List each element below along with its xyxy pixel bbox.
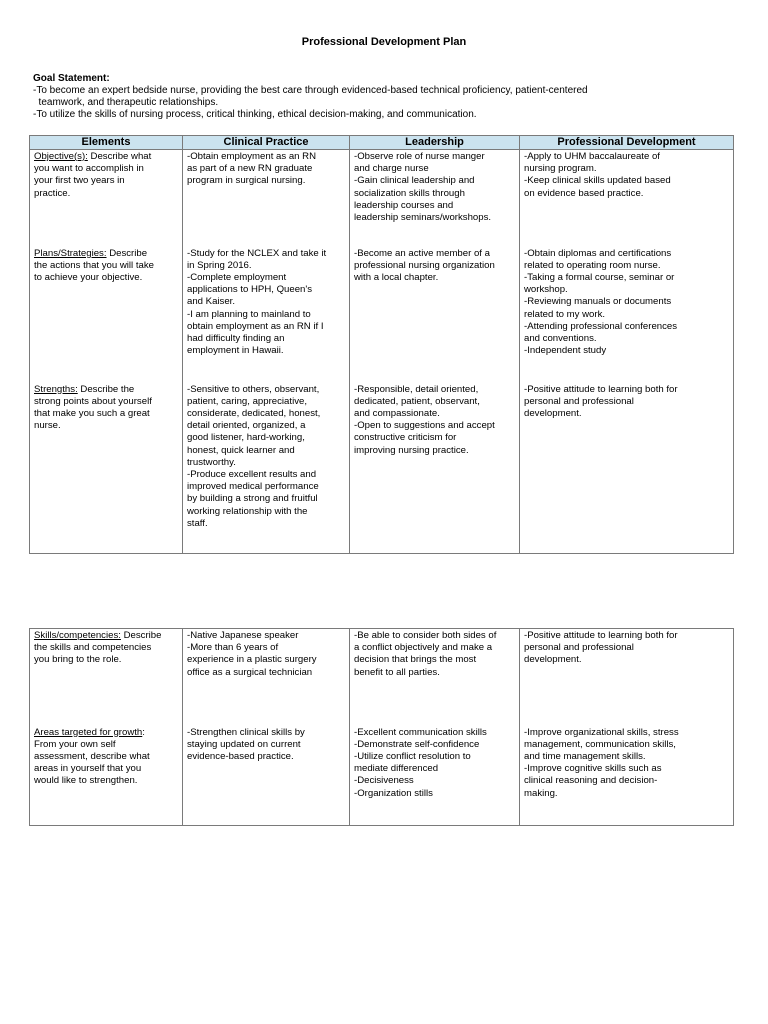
table-row bbox=[30, 247, 734, 383]
professional-text: -Taking a formal course, seminar or bbox=[524, 271, 675, 283]
element-label: Plans/Strategies: bbox=[34, 247, 107, 259]
leadership-text: and charge nurse bbox=[354, 163, 429, 175]
professional-text: and time management skills. bbox=[524, 750, 646, 762]
clinical-text: office as a surgical technician bbox=[187, 666, 313, 678]
element-description: that make you such a great bbox=[34, 407, 150, 419]
clinical-text: applications to HPH, Queen's bbox=[187, 284, 313, 296]
professional-text: -Improve cognitive skills such as bbox=[524, 763, 662, 775]
professional-text: -Keep clinical skills updated based bbox=[524, 175, 671, 187]
clinical-cell bbox=[183, 150, 350, 247]
element-description: : bbox=[142, 726, 145, 738]
leadership-text: leadership courses and bbox=[354, 199, 454, 211]
clinical-text: -Produce excellent results and bbox=[187, 468, 317, 480]
professional-cell bbox=[520, 150, 734, 247]
professional-text: -Independent study bbox=[524, 345, 607, 357]
element-description: would like to strengthen. bbox=[34, 775, 138, 787]
table-row bbox=[30, 726, 734, 826]
professional-text: clinical reasoning and decision- bbox=[524, 775, 658, 787]
clinical-text: staying updated on current bbox=[187, 738, 301, 750]
table-row bbox=[30, 383, 734, 554]
element-label: Objective(s): bbox=[34, 151, 88, 162]
header-clinical-practice: Clinical Practice bbox=[183, 136, 350, 150]
clinical-text: -Native Japanese speaker bbox=[187, 630, 299, 641]
leadership-text: improving nursing practice. bbox=[354, 444, 469, 456]
leadership-text: professional nursing organization bbox=[354, 259, 495, 271]
professional-text: management, communication skills, bbox=[524, 738, 676, 750]
clinical-text: trustworthy. bbox=[187, 456, 236, 468]
element-description: the actions that you will take bbox=[34, 259, 154, 271]
clinical-text: -Sensitive to others, observant, bbox=[187, 383, 320, 395]
professional-text: development. bbox=[524, 407, 582, 419]
leadership-text: benefit to all parties. bbox=[354, 666, 440, 678]
leadership-cell bbox=[350, 726, 520, 826]
header-row bbox=[30, 136, 734, 150]
leadership-text: -Gain clinical leadership and bbox=[354, 175, 475, 187]
leadership-text: constructive criticism for bbox=[354, 432, 457, 444]
professional-text: -Obtain diplomas and certifications bbox=[524, 247, 672, 259]
professional-text: -Apply to UHM baccalaureate of bbox=[524, 151, 660, 162]
element-description: your first two years in bbox=[34, 175, 125, 187]
professional-text: -Positive attitude to learning both for bbox=[524, 383, 678, 395]
clinical-text: in Spring 2016. bbox=[187, 259, 252, 271]
element-description: you bring to the role. bbox=[34, 654, 122, 666]
leadership-text: mediate differenced bbox=[354, 763, 439, 775]
element-description: Describe bbox=[120, 630, 162, 641]
leadership-text: -Be able to consider both sides of bbox=[354, 630, 497, 641]
plan-table-page-1 bbox=[29, 135, 734, 554]
table-row bbox=[30, 150, 734, 247]
element-description: strong points about yourself bbox=[34, 395, 152, 407]
leadership-text: -Demonstrate self-confidence bbox=[354, 738, 480, 750]
professional-text: related to operating room nurse. bbox=[524, 259, 661, 271]
professional-cell bbox=[520, 629, 734, 726]
clinical-text: -I am planning to mainland to bbox=[187, 308, 311, 320]
professional-text: personal and professional bbox=[524, 395, 634, 407]
element-label: Areas targeted for growth bbox=[34, 726, 143, 738]
leadership-cell bbox=[350, 383, 520, 554]
element-description: to achieve your objective. bbox=[34, 271, 143, 283]
professional-cell bbox=[520, 726, 734, 826]
goal-heading: Goal Statement: bbox=[33, 73, 110, 84]
page-title: Professional Development Plan bbox=[301, 36, 467, 48]
leadership-cell bbox=[350, 629, 520, 726]
leadership-text: -Decisiveness bbox=[354, 775, 414, 787]
table-row bbox=[30, 629, 734, 726]
leadership-text: -Excellent communication skills bbox=[354, 726, 487, 738]
professional-cell bbox=[520, 383, 734, 554]
element-cell bbox=[30, 247, 183, 383]
clinical-text: had difficulty finding an bbox=[187, 332, 285, 344]
professional-text: nursing program. bbox=[524, 163, 597, 175]
goal-line: teamwork, and therapeutic relationships. bbox=[33, 97, 219, 108]
element-description: you want to accomplish in bbox=[34, 163, 144, 175]
leadership-text: -Become an active member of a bbox=[354, 247, 490, 259]
clinical-text: obtain employment as an RN if I bbox=[187, 320, 324, 332]
clinical-text: patient, caring, appreciative, bbox=[187, 395, 307, 407]
clinical-text: program in surgical nursing. bbox=[187, 175, 306, 187]
professional-text: -Reviewing manuals or documents bbox=[524, 296, 672, 308]
goal-statement bbox=[33, 73, 733, 121]
clinical-text: honest, quick learner and bbox=[187, 444, 295, 456]
element-description: Describe bbox=[106, 247, 148, 259]
clinical-text: as part of a new RN graduate bbox=[187, 163, 313, 175]
leadership-text: dedicated, patient, observant, bbox=[354, 395, 480, 407]
professional-text: making. bbox=[524, 787, 558, 799]
header-elements: Elements bbox=[30, 136, 183, 150]
clinical-cell bbox=[183, 383, 350, 554]
professional-text: -Positive attitude to learning both for bbox=[524, 630, 678, 641]
clinical-text: considerate, dedicated, honest, bbox=[187, 407, 321, 419]
element-description: nurse. bbox=[34, 420, 61, 432]
clinical-cell bbox=[183, 247, 350, 383]
element-label: Skills/competencies: bbox=[34, 630, 121, 641]
clinical-text: evidence-based practice. bbox=[187, 750, 294, 762]
element-description: the skills and competencies bbox=[34, 642, 152, 654]
clinical-text: by building a strong and fruitful bbox=[187, 493, 318, 505]
leadership-text: -Responsible, detail oriented, bbox=[354, 383, 479, 395]
professional-text: -Attending professional conferences bbox=[524, 320, 678, 332]
leadership-text: with a local chapter. bbox=[354, 271, 439, 283]
clinical-text: -Study for the NCLEX and take it bbox=[187, 247, 327, 259]
goal-line: -To become an expert bedside nurse, providing the best care through evidenced-based technical proficiency, patient-centered bbox=[33, 85, 588, 96]
clinical-text: -Obtain employment as an RN bbox=[187, 151, 317, 162]
leadership-text: -Organization stills bbox=[354, 787, 433, 799]
leadership-text: decision that brings the most bbox=[354, 654, 477, 666]
header-professional-development: Professional Development bbox=[520, 136, 734, 150]
clinical-text: working relationship with the bbox=[187, 505, 308, 517]
element-cell bbox=[30, 726, 183, 826]
clinical-text: improved medical performance bbox=[187, 481, 319, 493]
clinical-text: -More than 6 years of bbox=[187, 642, 279, 654]
element-description: areas in yourself that you bbox=[34, 763, 142, 775]
plan-table-page-2 bbox=[29, 628, 734, 826]
professional-text: -Improve organizational skills, stress bbox=[524, 726, 679, 738]
element-cell bbox=[30, 150, 183, 247]
professional-text: workshop. bbox=[524, 284, 568, 296]
leadership-text: and compassionate. bbox=[354, 407, 440, 419]
element-label: Strengths: bbox=[34, 383, 78, 395]
professional-text: and conventions. bbox=[524, 332, 597, 344]
clinical-text: staff. bbox=[187, 517, 208, 529]
leadership-text: socialization skills through bbox=[354, 187, 465, 199]
element-description: From your own self bbox=[34, 738, 116, 750]
element-cell bbox=[30, 383, 183, 554]
professional-text: on evidence based practice. bbox=[524, 187, 644, 199]
clinical-text: employment in Hawaii. bbox=[187, 345, 284, 357]
professional-text: personal and professional bbox=[524, 642, 634, 654]
professional-text: related to my work. bbox=[524, 308, 606, 320]
leadership-text: -Observe role of nurse manger bbox=[354, 151, 485, 162]
clinical-cell bbox=[183, 726, 350, 826]
clinical-text: experience in a plastic surgery bbox=[187, 654, 317, 666]
header-leadership: Leadership bbox=[350, 136, 520, 150]
leadership-text: a conflict objectively and make a bbox=[354, 642, 493, 654]
leadership-text: leadership seminars/workshops. bbox=[354, 212, 492, 224]
clinical-text: and Kaiser. bbox=[187, 296, 236, 308]
leadership-cell bbox=[350, 150, 520, 247]
professional-cell bbox=[520, 247, 734, 383]
clinical-text: -Strengthen clinical skills by bbox=[187, 726, 305, 738]
element-description: practice. bbox=[34, 187, 71, 199]
clinical-text: good listener, hard-working, bbox=[187, 432, 305, 444]
leadership-text: -Utilize conflict resolution to bbox=[354, 750, 471, 762]
element-cell bbox=[30, 629, 183, 726]
professional-text: development. bbox=[524, 654, 582, 666]
leadership-text: -Open to suggestions and accept bbox=[354, 420, 495, 432]
clinical-text: detail oriented, organized, a bbox=[187, 420, 306, 432]
element-description: assessment, describe what bbox=[34, 750, 150, 762]
clinical-cell bbox=[183, 629, 350, 726]
goal-line: -To utilize the skills of nursing process, critical thinking, ethical decision-making, and communication. bbox=[33, 109, 477, 120]
leadership-cell bbox=[350, 247, 520, 383]
clinical-text: -Complete employment bbox=[187, 271, 287, 283]
element-description: Describe what bbox=[87, 151, 152, 162]
element-description: Describe the bbox=[77, 383, 135, 395]
